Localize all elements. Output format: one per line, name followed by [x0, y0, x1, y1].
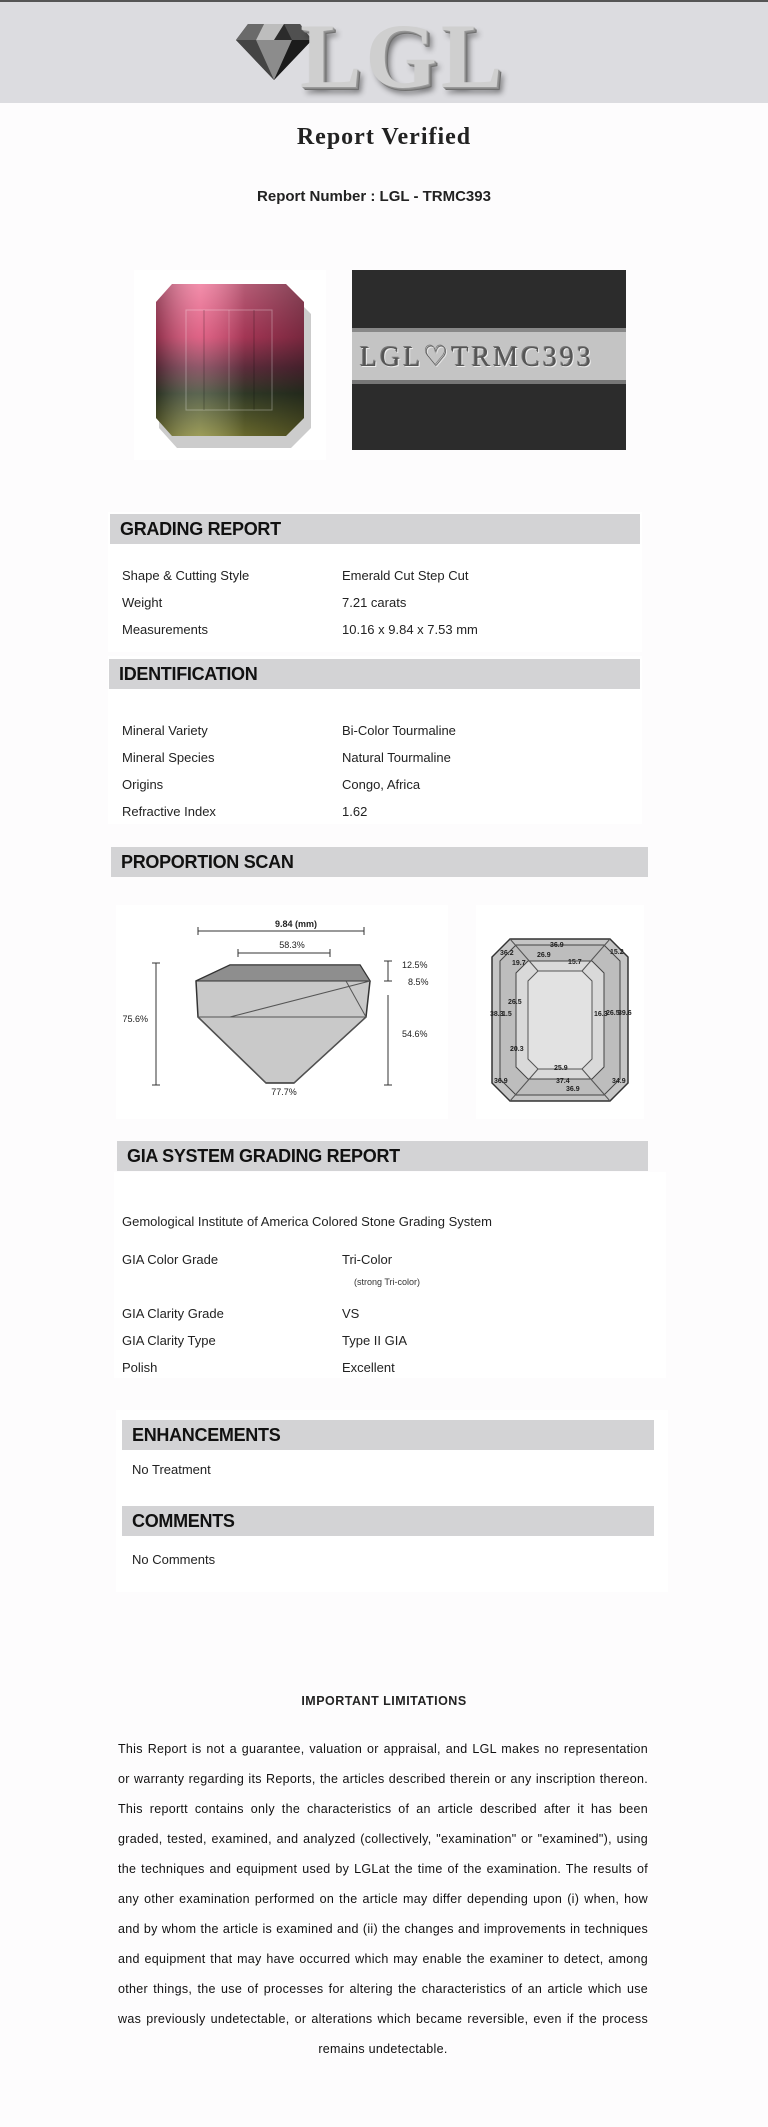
mineral-variety-value: Bi-Color Tourmaline	[342, 723, 456, 738]
facet-t18: 34.9	[612, 1078, 626, 1085]
weight-value: 7.21 carats	[342, 595, 407, 610]
facet-t9: 1.5	[502, 1011, 512, 1018]
crown-angle-percent: 8.5%	[408, 977, 429, 987]
crown-height-percent: 12.5%	[402, 960, 428, 970]
refractive-index-label: Refractive Index	[122, 804, 216, 819]
facet-t12: 39.6	[618, 1010, 632, 1017]
shape-value: Emerald Cut Step Cut	[342, 568, 469, 583]
gia-color-label: GIA Color Grade	[122, 1252, 219, 1267]
comments-heading: COMMENTS	[122, 1506, 654, 1536]
facet-t5: 19.7	[512, 960, 526, 967]
gia-clarity-grade-value: VS	[342, 1306, 360, 1321]
facet-t8: 38.3	[490, 1011, 504, 1018]
facet-t7: 26.5	[508, 999, 522, 1006]
enhancements-value: No Treatment	[132, 1462, 211, 1477]
refractive-index-value: 1.62	[342, 804, 368, 819]
facet-t15: 36.9	[494, 1078, 508, 1085]
logo-text: LGL	[300, 5, 507, 107]
mineral-species-label: Mineral Species	[122, 750, 215, 765]
comments-value: No Comments	[132, 1552, 216, 1567]
gem-photo	[134, 270, 326, 460]
pavilion-depth-percent: 54.6%	[402, 1029, 428, 1039]
side-profile-diagram	[116, 905, 448, 1119]
gia-clarity-type-value: Type II GIA	[342, 1333, 408, 1348]
inscription-text: LGL♡TRMC393	[360, 342, 594, 373]
facet-t2: 36.2	[500, 950, 514, 957]
facet-t11: 26.5	[606, 1010, 620, 1017]
measurements-label: Measurements	[122, 622, 208, 637]
facet-t14: 25.9	[554, 1065, 568, 1072]
inscription-photo	[352, 270, 626, 450]
weight-label: Weight	[122, 595, 163, 610]
gia-color-value: Tri-Color	[342, 1252, 393, 1267]
gia-color-note: (strong Tri-color)	[354, 1277, 421, 1287]
page-title: Report Verified	[296, 124, 472, 150]
facet-t1: 36.9	[550, 942, 564, 949]
gia-clarity-type-label: GIA Clarity Type	[122, 1333, 216, 1348]
measurements-value: 10.16 x 9.84 x 7.53 mm	[342, 622, 478, 637]
gia-heading: GIA SYSTEM GRADING REPORT	[117, 1141, 648, 1171]
mineral-species-value: Natural Tourmaline	[342, 750, 451, 765]
mineral-variety-label: Mineral Variety	[122, 723, 208, 738]
facet-t10: 16.3	[594, 1011, 608, 1018]
top-view-diagram	[476, 905, 644, 1119]
enhancements-heading: ENHANCEMENTS	[122, 1420, 654, 1450]
report-number: Report Number : LGL - TRMC393	[257, 188, 491, 205]
facet-t6: 15.7	[568, 959, 582, 966]
header-banner	[0, 0, 768, 107]
origins-value: Congo, Africa	[342, 777, 421, 792]
gia-intro: Gemological Institute of America Colored Stone Grading System	[122, 1214, 492, 1229]
limitations-heading: IMPORTANT LIMITATIONS	[301, 1694, 467, 1708]
facet-t4: 15.2	[610, 949, 624, 956]
girdle-percent: 77.7%	[271, 1087, 297, 1097]
facet-t3: 26.9	[537, 952, 551, 959]
facet-t17: 36.9	[566, 1086, 580, 1093]
gia-clarity-grade-label: GIA Clarity Grade	[122, 1306, 224, 1321]
facet-t16: 37.4	[556, 1078, 570, 1085]
identification-heading: IDENTIFICATION	[109, 659, 640, 689]
table-percent: 58.3%	[279, 940, 305, 950]
grading-report-heading: GRADING REPORT	[110, 514, 640, 544]
limitations-body: This Report is not a guarantee, valuation or appraisal, and LGL makes no representation or warranty regarding its Reports, the articles described therein or any inscription thereon. This reportt contains only the characteristics of an article described after it has been graded, tested, examined, and analyzed (collectively, "examination" or "examined"), using the techniques and equipment used by LGLat the time of the examination. The results of any other examination performed on the article may differ depending upon (i) when, how and by whom the article is examined and (ii) the changes and improvements in techniques and equipment that may have occurred which may enable the examiner to detect, among other things, the use of processes for altering the characteristics of an article which use was previously undetectable, or alterations which became reversible, even if the process remains undetectable.	[118, 1742, 648, 2056]
total-depth-percent: 75.6%	[122, 1014, 148, 1024]
polish-value: Excellent	[342, 1360, 395, 1375]
width-label: 9.84 (mm)	[274, 919, 318, 929]
facet-t13: 20.3	[510, 1046, 524, 1053]
proportion-scan-heading: PROPORTION SCAN	[111, 847, 648, 877]
shape-label: Shape & Cutting Style	[122, 568, 250, 583]
polish-label: Polish	[122, 1360, 158, 1375]
origins-label: Origins	[122, 777, 164, 792]
